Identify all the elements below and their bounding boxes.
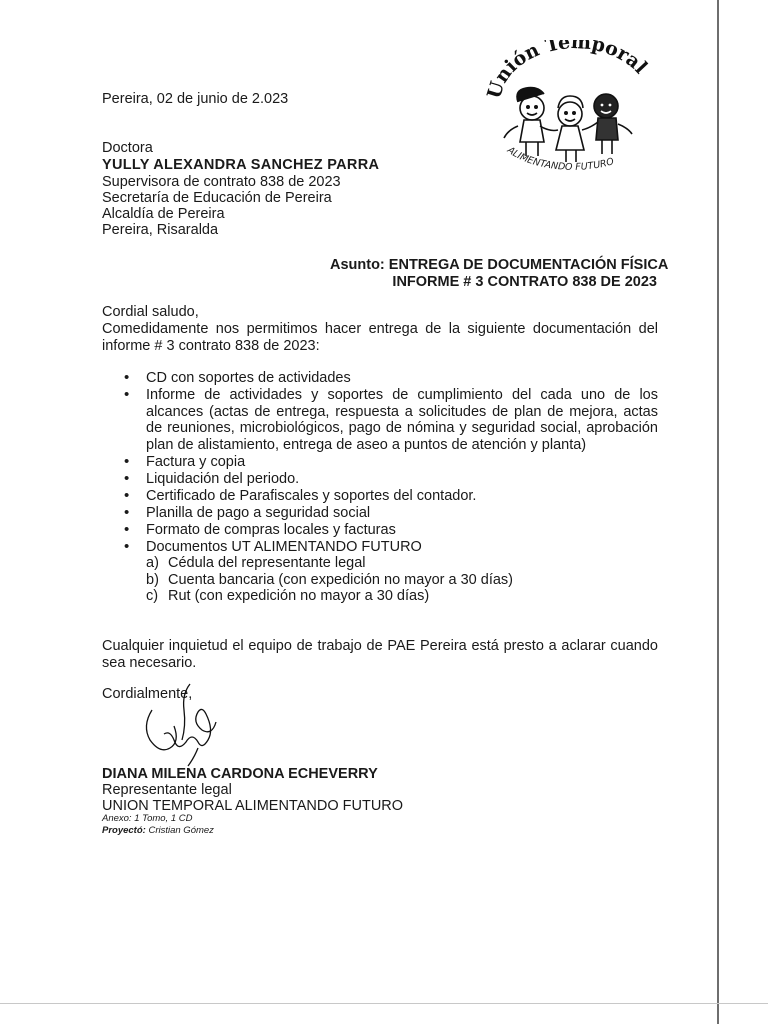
list-item: • Factura y copia [146, 454, 658, 471]
recipient-title: Doctora [102, 140, 153, 156]
logo-graphic [478, 40, 658, 190]
sub-list-item [146, 555, 658, 572]
intro-paragraph: Comedidamente nos permitimos hacer entrega de la siguiente documentación del informe # 3 contrato 838 de 2023: [102, 321, 658, 354]
closing-paragraph: Cualquier inquietud el equipo de trabajo de PAE Pereira está presto a aclarar cuando sea necesario. [102, 638, 658, 671]
list-item: • CD con soportes de actividades [146, 370, 658, 387]
sub-list-marker: a) [146, 555, 159, 571]
sub-list-text: Cuenta bancaria (con expedición no mayor a 30 días) [168, 571, 513, 588]
sub-list-item [146, 572, 658, 589]
logo-top-text: Unión Temporal [483, 40, 652, 102]
projected-note [102, 825, 214, 836]
annex-note: Anexo: 1 Tomo, 1 CD [102, 813, 193, 824]
subject-line-1 [330, 257, 669, 274]
list-item: • Formato de compras locales y facturas [146, 522, 658, 539]
sub-list-text: Cédula del representante legal [168, 555, 366, 571]
handwritten-signature [138, 680, 228, 770]
recipient-line: Secretaría de Educación de Pereira [102, 190, 332, 206]
subject-line-2: INFORME # 3 CONTRATO 838 DE 2023 [392, 273, 657, 290]
place-date: Pereira, 02 de junio de 2.023 [102, 91, 289, 107]
signer-name: DIANA MILENA CARDONA ECHEVERRY [102, 766, 378, 782]
signer-organization: UNION TEMPORAL ALIMENTANDO FUTURO [102, 798, 404, 814]
scan-bottom-edge [0, 1003, 768, 1004]
sub-list-item [146, 588, 658, 605]
list-item: • Certificado de Parafiscales y soportes del contador. [146, 488, 658, 505]
list-item-text: Documentos UT ALIMENTANDO FUTURO [146, 538, 422, 555]
subject-label: Asunto: [330, 257, 385, 273]
union-temporal-logo [478, 40, 658, 190]
sub-list [146, 555, 658, 605]
valediction: Cordialmente, [102, 686, 193, 702]
subject-block [330, 257, 669, 290]
logo-bottom-text: ALIMENTANDO FUTURO [505, 144, 616, 173]
list-item: • Planilla de pago a seguridad social [146, 505, 658, 522]
projected-label: Proyectó: [102, 825, 146, 836]
sub-list-text: Rut (con expedición no mayor a 30 días) [168, 588, 430, 604]
projected-name: Cristian Gómez [148, 825, 214, 836]
signature-graphic [138, 680, 228, 770]
documents-list [146, 370, 658, 605]
sub-list-marker: c) [146, 588, 159, 604]
recipient-name: YULLY ALEXANDRA SANCHEZ PARRA [102, 157, 380, 173]
subject-text: ENTREGA DE DOCUMENTACIÓN FÍSICA [388, 257, 669, 273]
recipient-line: Supervisora de contrato 838 de 2023 [102, 174, 341, 190]
list-item: • Informe de actividades y soportes de cumplimiento del cada uno de los alcances (actas de entrega, respuesta a solicitudes de plan de mejora, actas de reuniones, microbiológicos, pago de nómina y seguridad social, aprobación plan de alistamiento, entrega de aseo a puntos de atención y planta) [146, 387, 658, 453]
signer-role: Representante legal [102, 782, 232, 798]
recipient-line: Pereira, Risaralda [102, 222, 219, 238]
greeting: Cordial saludo, [102, 304, 199, 320]
children-illustration [504, 88, 632, 162]
scan-page-edge [717, 0, 719, 1024]
list-item [146, 539, 658, 605]
recipient-line: Alcaldía de Pereira [102, 206, 225, 222]
sub-list-marker: b) [146, 571, 159, 588]
list-item: • Liquidación del periodo. [146, 471, 658, 488]
